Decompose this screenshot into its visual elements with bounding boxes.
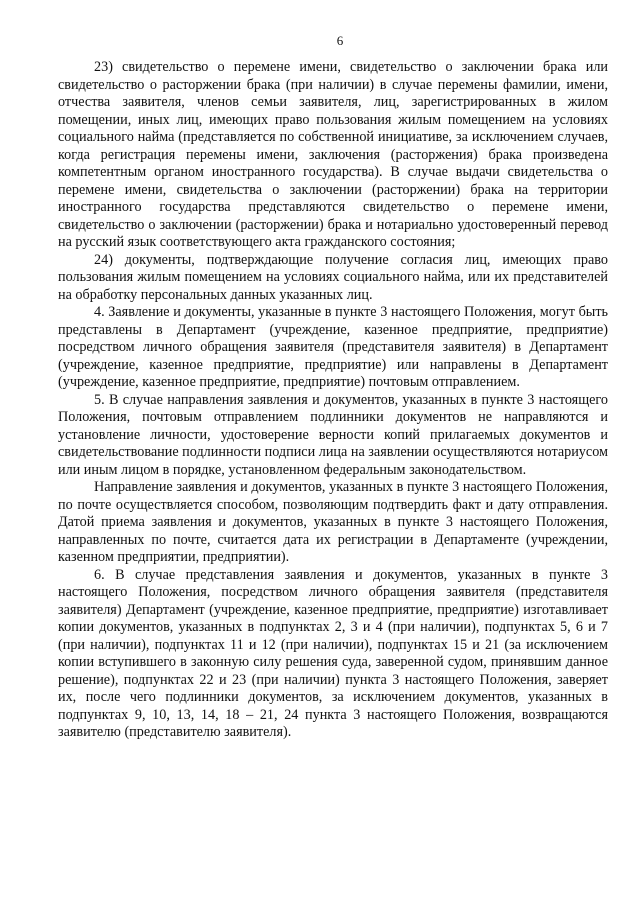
paragraph-clause-5: 5. В случае направления заявления и документов, указанных в пункте 3 настоящего Положения, почтовым отправлением подлинники документов не направляются и установление личности, удостоверение верности копий прилагаемых документов и свидетельствование подлинности подписи лица на заявлении осуществляются нотариусом или иным лицом в порядке, установленном федеральным законодательством. — [58, 391, 608, 478]
paragraph-mail-submission: Направление заявления и документов, указанных в пункте 3 настоящего Положения, по почте осуществляется способом, позволяющим подтвердить факт и дату отправления. Датой приема заявления и документов, указанных в пункте 3 настоящего Положения, направленных по почте, считается дата их регистрации в Департаменте (учреждении, казенном предприятии, предприятии). — [58, 479, 608, 565]
paragraph-item-23: 23) свидетельство о перемене имени, свидетельство о заключении брака или свидетельство о расторжении брака (при наличии) в случае перемены фамилии, имени, отчества заявителя, членов семьи заявителя, лиц, зарегистрированных в жилом помещении, иных лиц, имеющих право пользования жилым помещением на условиях социального найма (представляется по собственной инициативе, за исключением случаев, когда регистрация перемены имени, заключения (расторжения) брака произведена компетентным органом иностранного государства). В случае выдачи свидетельства о перемене имени, свидетельства о заключении (расторжении) брака на территории иностранного государства представляются свидетельство о перемене имени, свидетельство о заключении (расторжении) брака и нотариально удостоверенный перевод на русский язык соответствующего акта гражданского состояния; — [58, 59, 608, 250]
paragraph-item-24: 24) документы, подтверждающие получение согласия лиц, имеющих право пользования жилым помещением на условиях социального найма, или их представителей на обработку персональных данных указанных лиц. — [58, 251, 608, 303]
paragraph-clause-6: 6. В случае представления заявления и документов, указанных в пункте 3 настоящего Положения, посредством личного обращения заявителя (представителя заявителя) Департамент (учреждение, казенное предприятие, предприятие) изготавливает копии документов, указанных в подпунктах 2, 3 и 4 (при наличии), подпунктах 5, 6 и 7 (при наличии), подпунктах 11 и 12 (при наличии), подпунктах 15 и 21 (за исключением копии вступившего в законную силу решения суда, заверенной судом, принявшим данное решение), подпунктах 22 и 23 (при наличии) пункта 3 настоящего Положения, заверяет их, после чего подлинники документов, за исключением документов, указанных в подпунктах 9, 10, 13, 14, 18 – 21, 24 пункта 3 настоящего Положения, возвращаются заявителю (представителю заявителя). — [58, 566, 608, 740]
body-text — [58, 59, 608, 742]
page-number: 6 — [336, 33, 344, 48]
paragraph-clause-4: 4. Заявление и документы, указанные в пункте 3 настоящего Положения, могут быть представлены в Департамент (учреждение, казенное предприятие, предприятие) посредством личного обращения заявителя (представителя заявителя) в Департамент (учреждение, казенное предприятие, предприятие) или направлены в Департамент (учреждение, казенное предприятие, предприятие) почтовым отправлением. — [58, 304, 608, 390]
